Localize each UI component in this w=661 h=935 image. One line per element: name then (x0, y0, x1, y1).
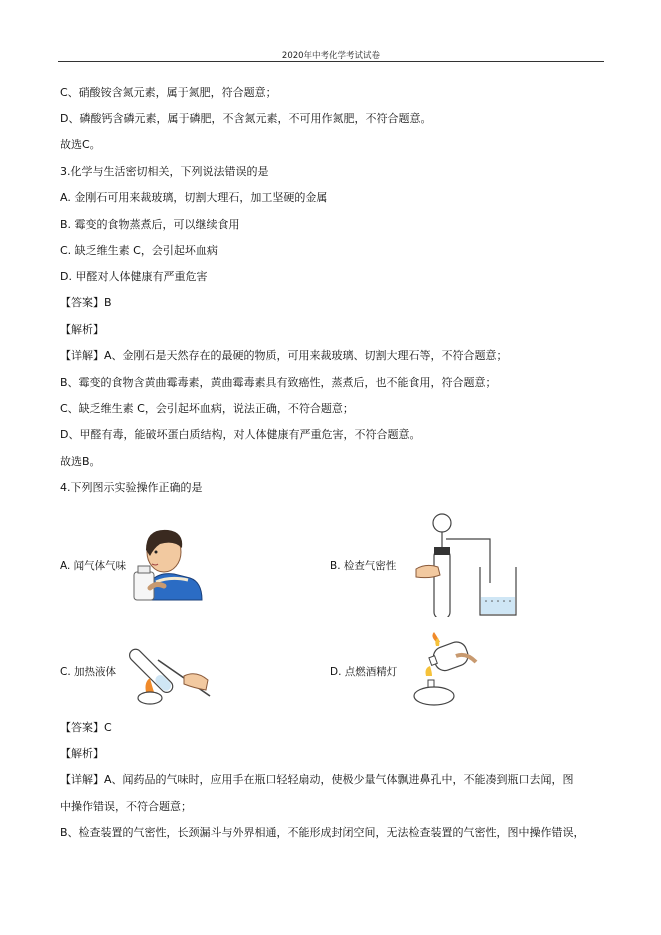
option-b-label: B. 检查气密性 (330, 560, 397, 572)
answer-label: 【答案】B (60, 296, 112, 309)
option-d-label: D. 点燃酒精灯 (330, 666, 398, 678)
option-c: C. 缺乏维生素 C，会引起坏血病 (60, 244, 218, 257)
header-divider (58, 61, 604, 62)
text-line: B、检查装置的气密性，长颈漏斗与外界相通，不能形成封闭空间，无法检查装置的气密性，图中操作错误， (60, 826, 585, 839)
smell-gas-illustration (130, 522, 206, 604)
question-3: 3.化学与生活密切相关，下列说法错误的是 (60, 165, 269, 178)
option-a-label: A. 闻气体气味 (60, 560, 127, 572)
text-line: 中操作错误，不符合题意； (60, 800, 192, 813)
text-line: 【详解】A、金刚石是天然存在的最硬的物质，可用来裁玻璃、切割大理石等，不符合题意； (60, 349, 508, 362)
answer-label-2: 【答案】C (60, 721, 112, 734)
airtightness-apparatus (410, 509, 522, 617)
option-a: A. 金刚石可用来裁玻璃，切割大理石，加工坚硬的金属 (60, 191, 328, 204)
text-line: C、硝酸铵含氮元素，属于氮肥，符合题意； (60, 86, 277, 99)
option-c-label: C. 加热液体 (60, 666, 117, 678)
option-b: B. 霉变的食物蒸煮后，可以继续食用 (60, 218, 240, 231)
heating-liquid-illustration (124, 632, 216, 706)
analysis-label: 【解析】 (60, 323, 104, 336)
option-d: D. 甲醛对人体健康有严重危害 (60, 270, 208, 283)
text-line: C、缺乏维生素 C，会引起坏血病，说法正确，不符合题意； (60, 402, 354, 415)
text-line: D、磷酸钙含磷元素，属于磷肥，不含氮元素，不可用作氮肥，不符合题意。 (60, 112, 432, 125)
question-4: 4.下列图示实验操作正确的是 (60, 481, 203, 494)
text-line: D、甲醛有毒，能破坏蛋白质结构，对人体健康有严重危害，不符合题意。 (60, 428, 421, 441)
alcohol-lamp-illustration (406, 632, 480, 706)
text-line: B、霉变的食物含黄曲霉毒素，黄曲霉毒素具有致癌性，蒸煮后，也不能食用，符合题意； (60, 376, 497, 389)
page-header: 2020年中考化学考试试卷 (281, 51, 381, 61)
analysis-label-2: 【解析】 (60, 747, 104, 760)
text-line: 【详解】A、闻药品的气味时，应用手在瓶口轻轻扇动，使极少量气体飘进鼻孔中，不能凑到瓶口去闻，图 (60, 773, 574, 786)
text-line: 故选C。 (60, 138, 101, 151)
text-line: 故选B。 (60, 455, 101, 468)
